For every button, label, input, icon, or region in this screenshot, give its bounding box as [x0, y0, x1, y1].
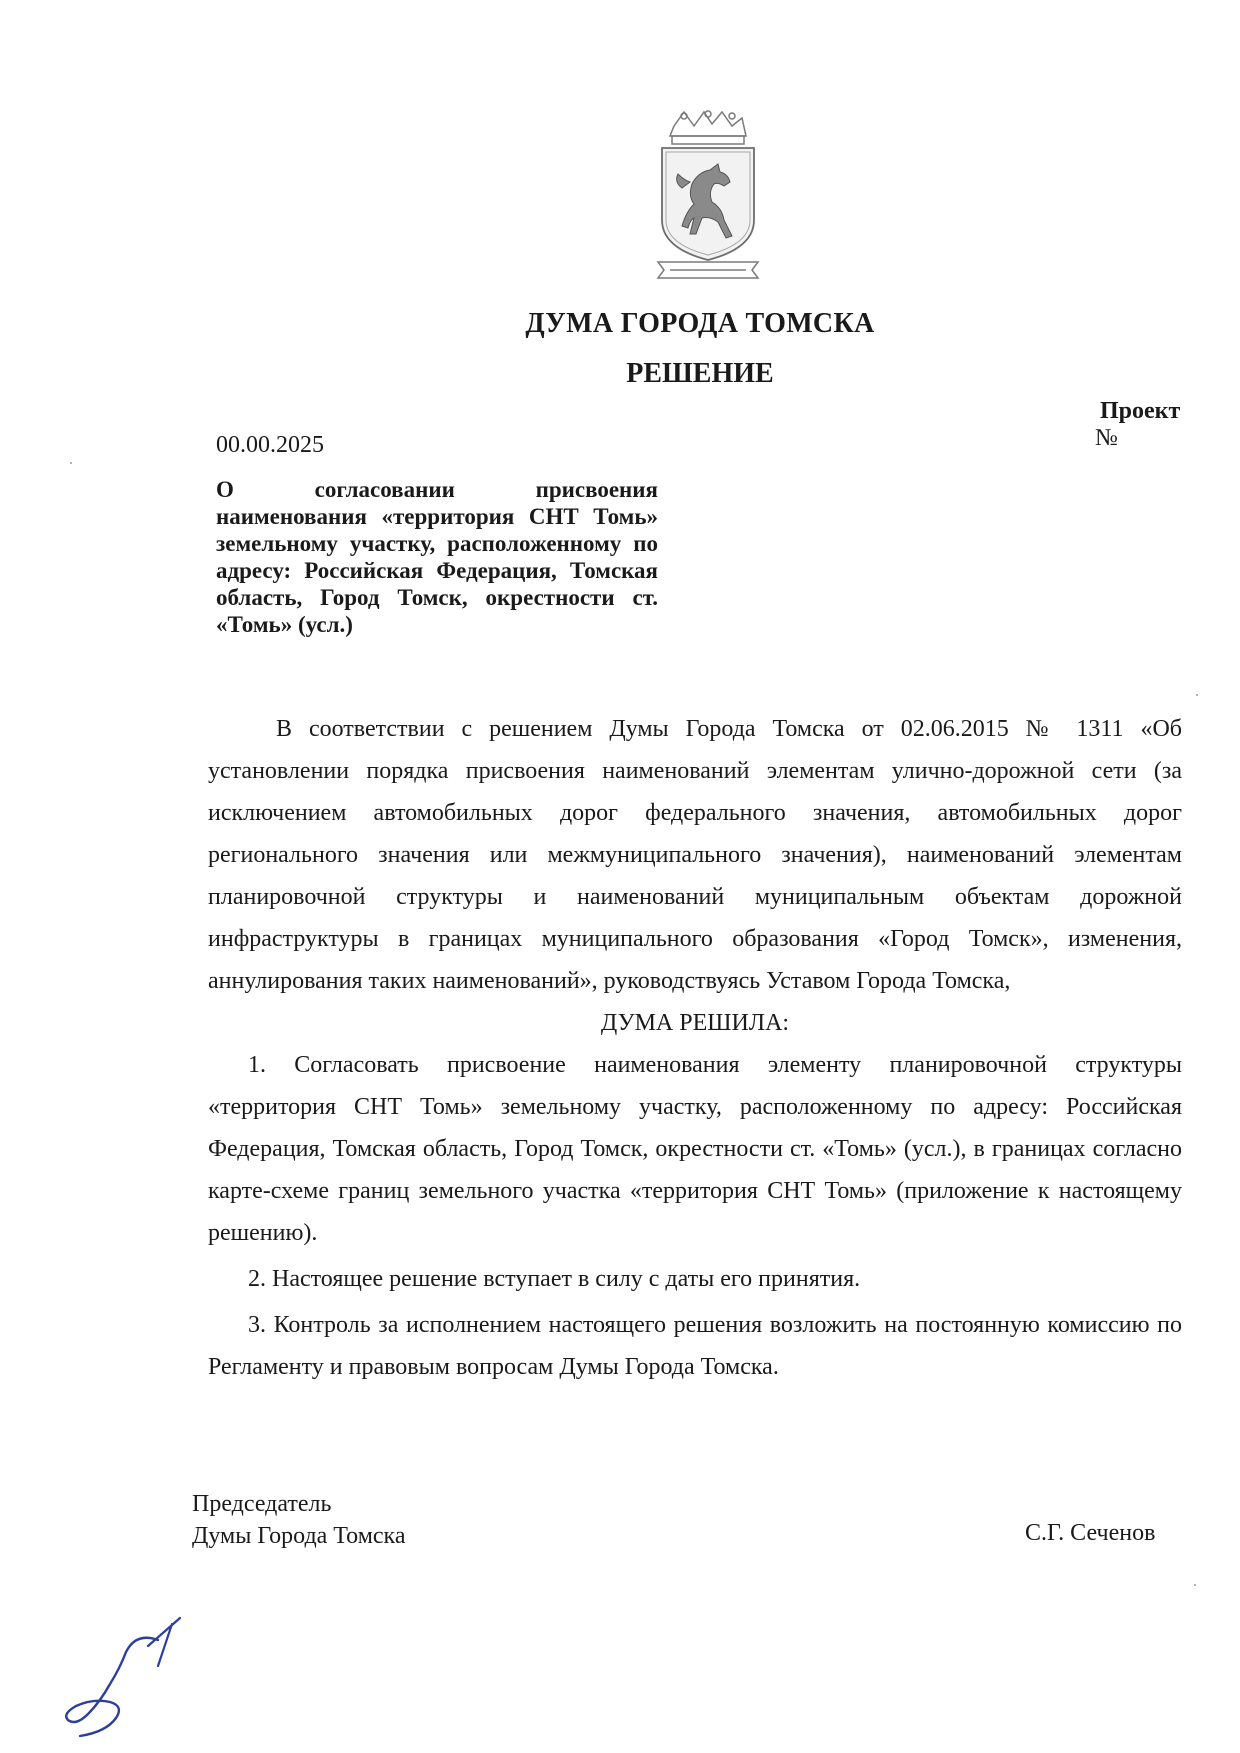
- scan-speck: [1194, 1584, 1196, 1586]
- preamble-paragraph: В соответствии с решением Думы Города Томска от 02.06.2015 № 1311 «Об установлении порядка присвоения наименований элементам улично-дорожной сети (за исключением автомобильных дорог федерального значения, автомобильных дорог регионального значения или межмуниципального значения), наименований элементам планировочной структуры и наименований муниципальным объектам дорожной инфраструктуры в границах муниципального образования «Город Томск», изменения, аннулирования таких наименований», руководствуясь Уставом Города Томска,: [208, 716, 1182, 994]
- chairman-title-line1: Председатель: [192, 1491, 332, 1517]
- document-type: РЕШЕНИЕ: [626, 358, 774, 389]
- scan-speck: [1196, 694, 1198, 696]
- resolution-item: 3. Контроль за исполнением настоящего решения возложить на постоянную комиссию по Регламенту и правовым вопросам Думы Города Томска.: [208, 1312, 1182, 1380]
- draft-label: Проект: [1100, 398, 1181, 424]
- resolved-heading: ДУМА РЕШИЛА:: [600, 1010, 790, 1036]
- organization-title: ДУМА ГОРОДА ТОМСКА: [525, 308, 875, 339]
- document-body: [208, 708, 1182, 1388]
- resolution-item: 2. Настоящее решение вступает в силу с даты его принятия.: [248, 1266, 861, 1292]
- chairman-title: [192, 1488, 406, 1552]
- handwritten-signature-icon: [40, 1610, 190, 1745]
- chairman-name: С.Г. Сеченов: [1025, 1520, 1156, 1546]
- chairman-title-line2: Думы Города Томска: [192, 1523, 406, 1549]
- document-date: 00.00.2025: [216, 432, 324, 458]
- scan-speck: [70, 462, 72, 464]
- document-number-label: №: [1095, 425, 1118, 451]
- resolution-item: 1. Согласовать присвоение наименования элементу планировочной структуры «территория СНТ Томь» земельному участку, расположенному по адресу: Российская Федерация, Томская область, Город Томск, окрестности ст. «Томь» (усл.), в границах согласно карте-схеме границ земельного участка «территория СНТ Томь» (приложение к настоящему решению).: [208, 1052, 1182, 1246]
- document-subject: О согласовании присвоения наименования «территория СНТ Томь» земельному участку, расположенному по адресу: Российская Федерация, Томская область, Город Томск, окрестности ст. «Томь» (усл.): [216, 477, 658, 637]
- tomsk-coat-of-arms-icon: [648, 108, 768, 280]
